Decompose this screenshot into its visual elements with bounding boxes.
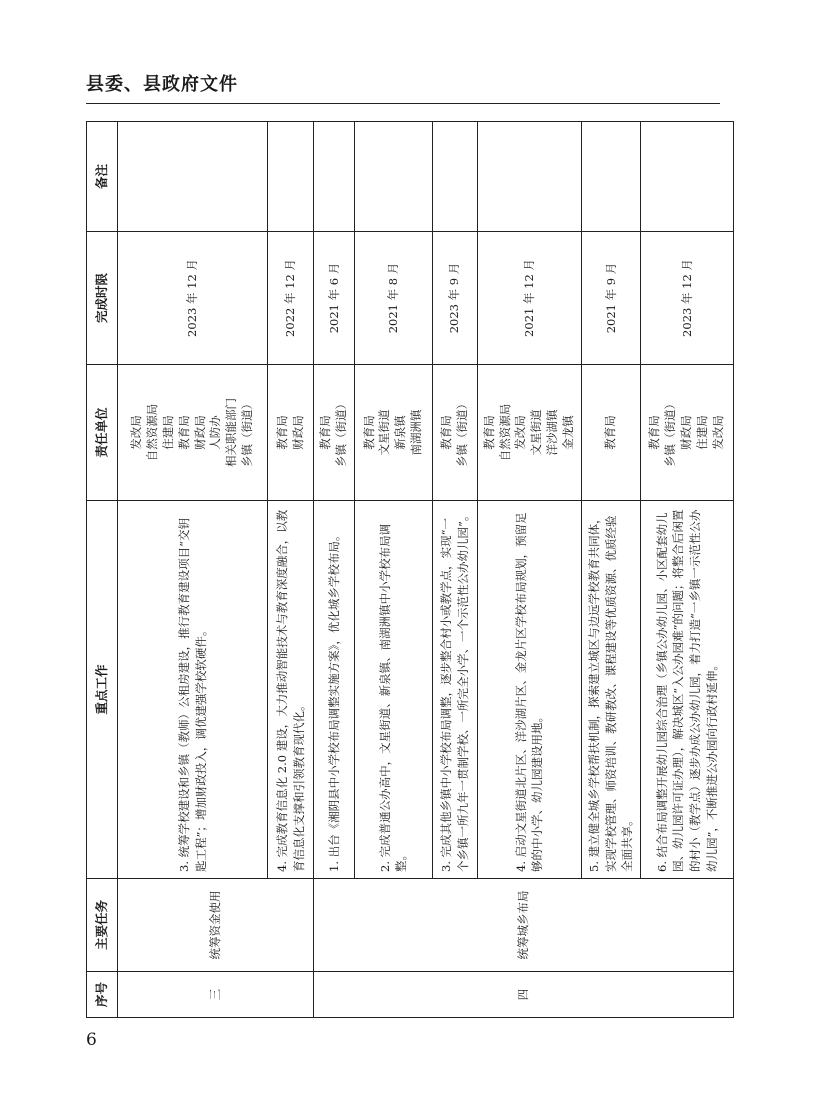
table-header-row — [87, 122, 118, 1018]
note — [477, 122, 581, 232]
responsible-units — [118, 365, 268, 501]
unit-item: 教育局 — [481, 415, 496, 450]
unit-item: 南湖洲镇 — [409, 409, 424, 456]
unit-item: 洋沙湖镇 — [545, 409, 560, 456]
responsible-units — [477, 365, 581, 501]
key-work: 3. 完成其他乡镇中小学校布局调整，逐步整合村小或教学点，实现“一个乡镇一所九年一贯制学校、一所完全小学、一个示范性公办幼儿园”。 — [432, 501, 477, 879]
deadline: 2021 年 6 月 — [314, 232, 355, 365]
column-header-deadline: 完成时限 — [87, 232, 118, 365]
key-work: 3. 统筹学校建设和乡镇（教师）公租房建设，推行教育建设项目“交钥匙工程”；增加财政投入，调优建强学校软硬件。 — [118, 501, 268, 879]
responsible-units — [268, 365, 314, 501]
unit-item: 财政局 — [192, 415, 207, 450]
key-work: 4. 完成教育信息化 2.0 建设，大力推动智能技术与教育深度融合，以教育信息化支撑和引领教育现代化。 — [268, 501, 314, 879]
deadline: 2022 年 12 月 — [268, 232, 314, 365]
key-work: 5. 建立健全城乡学校帮扶机制，探索建立城区与边远学校教育共同体，实现学校管理、师资培训、教研教改、课程建设等优质资源、优质经验全面共享。 — [581, 501, 640, 879]
unit-item: 教育局 — [361, 415, 376, 450]
unit-item: 新泉镇 — [393, 415, 408, 450]
unit-item: 金龙镇 — [561, 415, 576, 450]
unit-item: 教育局 — [274, 415, 289, 450]
note — [314, 122, 355, 232]
note — [354, 122, 432, 232]
unit-item: 乡镇（街道） — [240, 398, 255, 467]
rotated-table-area — [86, 122, 725, 1018]
key-work: 1. 出台《湘阴县中小学校布局调整实施方案》，优化城乡学校布局。 — [314, 501, 355, 879]
deadline: 2021 年 9 月 — [581, 232, 640, 365]
column-header-no: 序号 — [87, 972, 118, 1018]
main-task: 统筹城乡布局 — [314, 879, 734, 972]
unit-item: 住建局 — [160, 415, 175, 450]
section-number: 四 — [314, 972, 734, 1018]
rotated-table-inner — [86, 122, 725, 1018]
key-work: 6. 结合布局调整开展幼儿园综合治理（乡镇公办幼儿园、小区配套幼儿园、幼儿园许可证办理），解决城区“入公办园难”的问题；将整合后闲置的村小（教学点）逐步办成公办幼儿园，着力打造“一乡镇一示范性公办幼儿园”，不断推进公办园向行政村延伸。 — [640, 501, 733, 879]
unit-item: 人防办 — [208, 415, 223, 450]
key-work: 2. 完成普通公办高中，文星街道、新泉镇、南湖洲镇中小学校布局调整。 — [354, 501, 432, 879]
unit-item: 发改局 — [129, 415, 144, 450]
unit-item: 教育局 — [318, 415, 332, 450]
table-row — [118, 122, 268, 1018]
unit-item: 文星街道 — [377, 409, 392, 456]
deadline: 2023 年 12 月 — [118, 232, 268, 365]
deadline: 2023 年 9 月 — [432, 232, 477, 365]
responsible-units — [314, 365, 355, 501]
work-plan-table — [86, 121, 734, 1018]
unit-item: 财政局 — [678, 415, 693, 450]
column-header-work: 重点工作 — [87, 501, 118, 879]
main-task: 统筹资金使用 — [118, 879, 314, 972]
unit-item: 财政局 — [290, 415, 305, 450]
deadline: 2021 年 12 月 — [477, 232, 581, 365]
unit-item: 文星街道 — [529, 409, 544, 456]
column-header-task: 主要任务 — [87, 879, 118, 972]
note — [118, 122, 268, 232]
unit-item: 乡镇（街道） — [663, 398, 678, 467]
note — [640, 122, 733, 232]
document-header-title: 县委、县政府文件 — [86, 74, 238, 95]
responsible-units — [581, 365, 640, 501]
unit-item: 教育局 — [176, 415, 191, 450]
section-number: 三 — [118, 972, 314, 1018]
responsible-units — [432, 365, 477, 501]
unit-item: 自然资源局 — [497, 403, 512, 462]
note — [268, 122, 314, 232]
column-header-note: 备注 — [87, 122, 118, 232]
page-number: 6 — [86, 1030, 97, 1050]
unit-item: 乡镇（街道） — [454, 398, 469, 467]
note — [581, 122, 640, 232]
unit-item: 乡镇（街道） — [333, 398, 348, 467]
unit-item: 住建局 — [694, 415, 709, 450]
deadline: 2021 年 8 月 — [354, 232, 432, 365]
table-row — [314, 122, 355, 1018]
column-header-units: 责任单位 — [87, 365, 118, 501]
unit-item: 教育局 — [438, 415, 453, 450]
responsible-units — [354, 365, 432, 501]
unit-item: 相关职能部门 — [224, 398, 239, 467]
unit-item: 教育局 — [647, 415, 662, 450]
unit-item: 教育局 — [602, 415, 617, 450]
deadline: 2023 年 12 月 — [640, 232, 733, 365]
responsible-units — [640, 365, 733, 501]
unit-item: 自然资源局 — [144, 403, 159, 462]
header-divider — [86, 103, 720, 104]
unit-item: 发改局 — [710, 415, 725, 450]
key-work: 4. 启动文星街道北片区、洋沙湖片区、金龙片区学校布局规划，预留足够的中小学、幼儿园建设用地。 — [477, 501, 581, 879]
note — [432, 122, 477, 232]
unit-item: 发改局 — [513, 415, 528, 450]
